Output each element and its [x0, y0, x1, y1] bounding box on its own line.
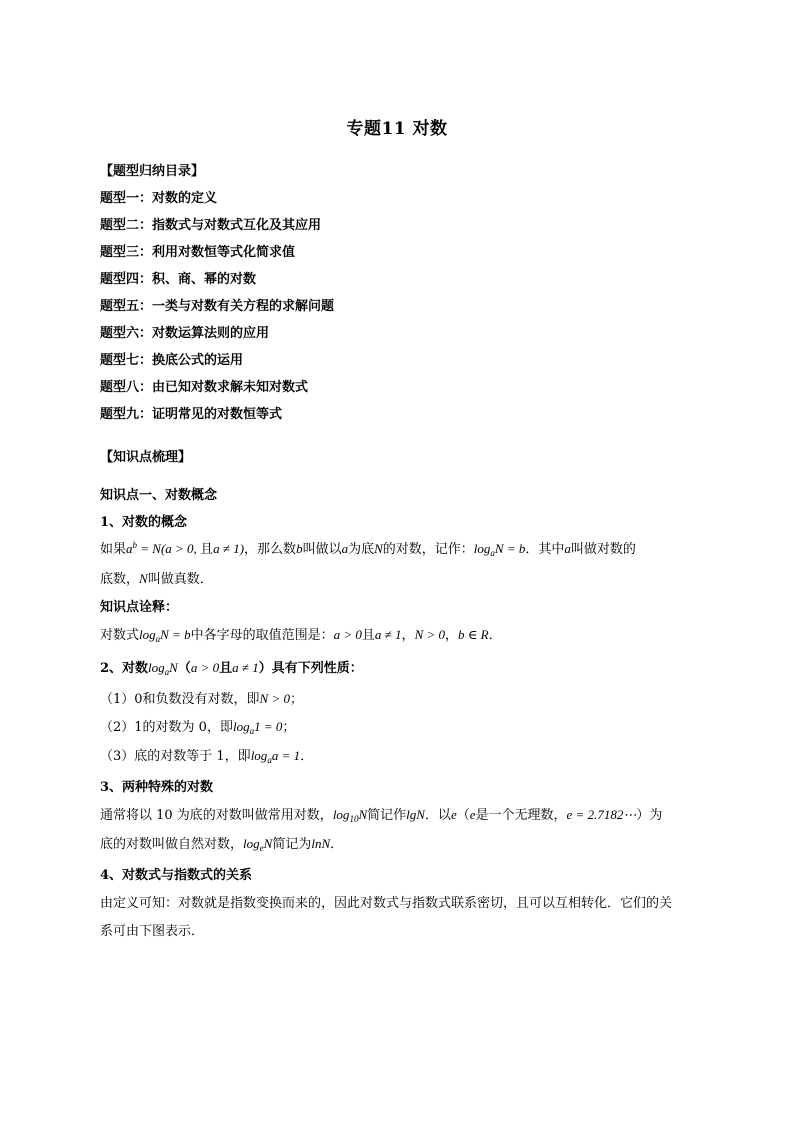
property-3: （3）底的对数等于 1，即$\log_aa = 1$．: [100, 748, 314, 765]
note-header: 知识点诠释：: [100, 600, 179, 615]
toc-item: 题型六：对数运算法则的应用: [100, 326, 270, 341]
toc-item: 题型五：一类与对数有关方程的求解问题: [100, 299, 335, 314]
section-1-heading: 1、对数的概念: [100, 515, 188, 530]
toc-item: 题型二：指数式与对数式互化及其应用: [100, 218, 322, 233]
toc-item: 题型九：证明常见的对数恒等式: [100, 407, 283, 422]
formula: $\log_aN$: [148, 660, 178, 677]
knowledge-header: 【知识点梳理】: [100, 450, 192, 465]
definition-line-1: 如果$a^b = N(a > 0$, 且a ≠ 1)，那么数b叫做以a为底N的对数，记作：$\log_aN = b$．其中a叫做对数的: [100, 540, 636, 558]
special-log-line-2: 底的对数叫做自然对数，$\log_eN$简记为lnN．: [100, 836, 344, 853]
note-line: 对数式$\log_aN = b$中各字母的取值范围是：a > 0且a ≠ 1，N > 0，b ∈ R．: [100, 627, 502, 644]
toc-item: 题型一：对数的定义: [100, 191, 218, 206]
relation-line-2: 系可由下图表示．: [100, 924, 205, 939]
kp1-heading: 知识点一、对数概念: [100, 488, 218, 503]
definition-line-2: 底数，N叫做真数．: [100, 571, 213, 587]
formula: $a^b = N(a > 0$,: [126, 540, 201, 556]
toc-item: 题型四：积、商、幂的对数: [100, 272, 257, 287]
toc-item: 题型三：利用对数恒等式化简求值: [100, 245, 296, 260]
section-4-heading: 4、对数式与指数式的关系: [100, 868, 253, 883]
toc-header: 【题型归纳目录】: [100, 164, 205, 179]
page-title: 专题11 对数: [346, 119, 448, 139]
formula: $\log_aN = b$: [473, 541, 526, 558]
toc-item: 题型七：换底公式的运用: [100, 353, 244, 368]
special-log-line-1: 通常将以 10 为底的对数叫做常用对数，$\log_{10}N$简记作lgN．以e（e是一个无理数，e = 2.7182⋯）为: [100, 807, 663, 824]
formula: $\log_aN = b$: [139, 627, 191, 644]
relation-line-1: 由定义可知：对数就是指数变换而来的，因此对数式与指数式联系密切，且可以互相转化．它们的关: [100, 896, 673, 911]
section-2-heading: 2、对数$\log_aN(a > 0$且a ≠ 1）具有下列性质：: [100, 660, 363, 677]
property-2: （2）1的对数为 0，即$\log_a1 = 0$；: [100, 719, 296, 736]
toc-item: 题型八：由已知对数求解未知对数式: [100, 380, 309, 395]
property-1: （1）0和负数没有对数，即N > 0；: [100, 691, 304, 707]
section-3-heading: 3、两种特殊的对数: [100, 780, 214, 795]
